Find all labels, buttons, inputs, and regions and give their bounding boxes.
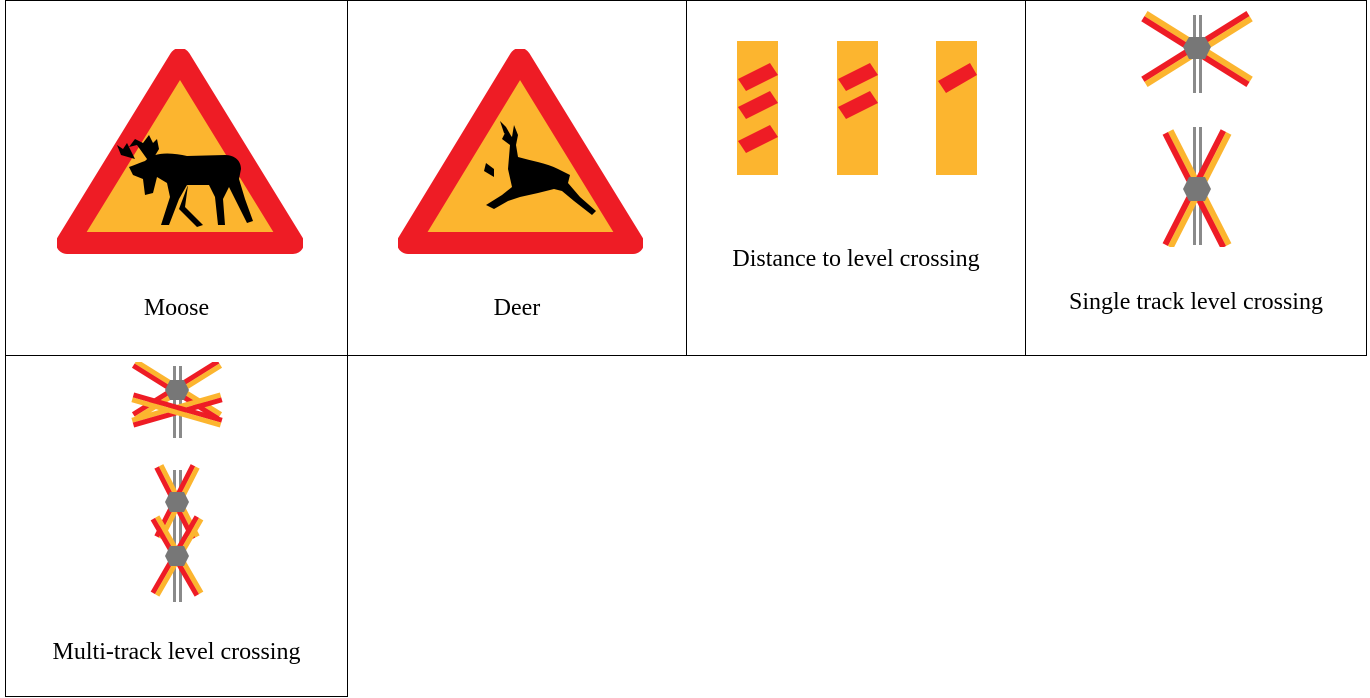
sign-caption-moose: Moose bbox=[143, 295, 210, 321]
sign-table bbox=[5, 0, 1367, 697]
sign-cell-moose bbox=[6, 1, 348, 356]
sign-caption-single-track-level-crossing: Single track level crossing bbox=[1069, 289, 1323, 315]
sign-cell-multi-track-level-crossing bbox=[6, 356, 348, 697]
empty-cell bbox=[348, 356, 687, 697]
level-crossing-countdown-markers-icon bbox=[732, 41, 982, 177]
sign-cell-distance-to-level-crossing bbox=[687, 1, 1026, 356]
sign-cell-deer bbox=[348, 1, 687, 356]
empty-cell bbox=[1026, 356, 1367, 697]
sign-caption-multi-track-level-crossing: Multi-track level crossing bbox=[52, 639, 301, 665]
multi-track-crossbuck-icon bbox=[126, 362, 230, 602]
moose-warning-sign-icon bbox=[57, 49, 303, 257]
empty-cell bbox=[687, 356, 1026, 697]
single-track-crossbuck-icon bbox=[1136, 7, 1260, 247]
sign-caption-distance-to-level-crossing: Distance to level crossing bbox=[732, 246, 980, 272]
deer-warning-sign-icon bbox=[398, 49, 643, 257]
sign-caption-deer: Deer bbox=[493, 295, 541, 321]
sign-cell-single-track-level-crossing bbox=[1026, 1, 1367, 356]
